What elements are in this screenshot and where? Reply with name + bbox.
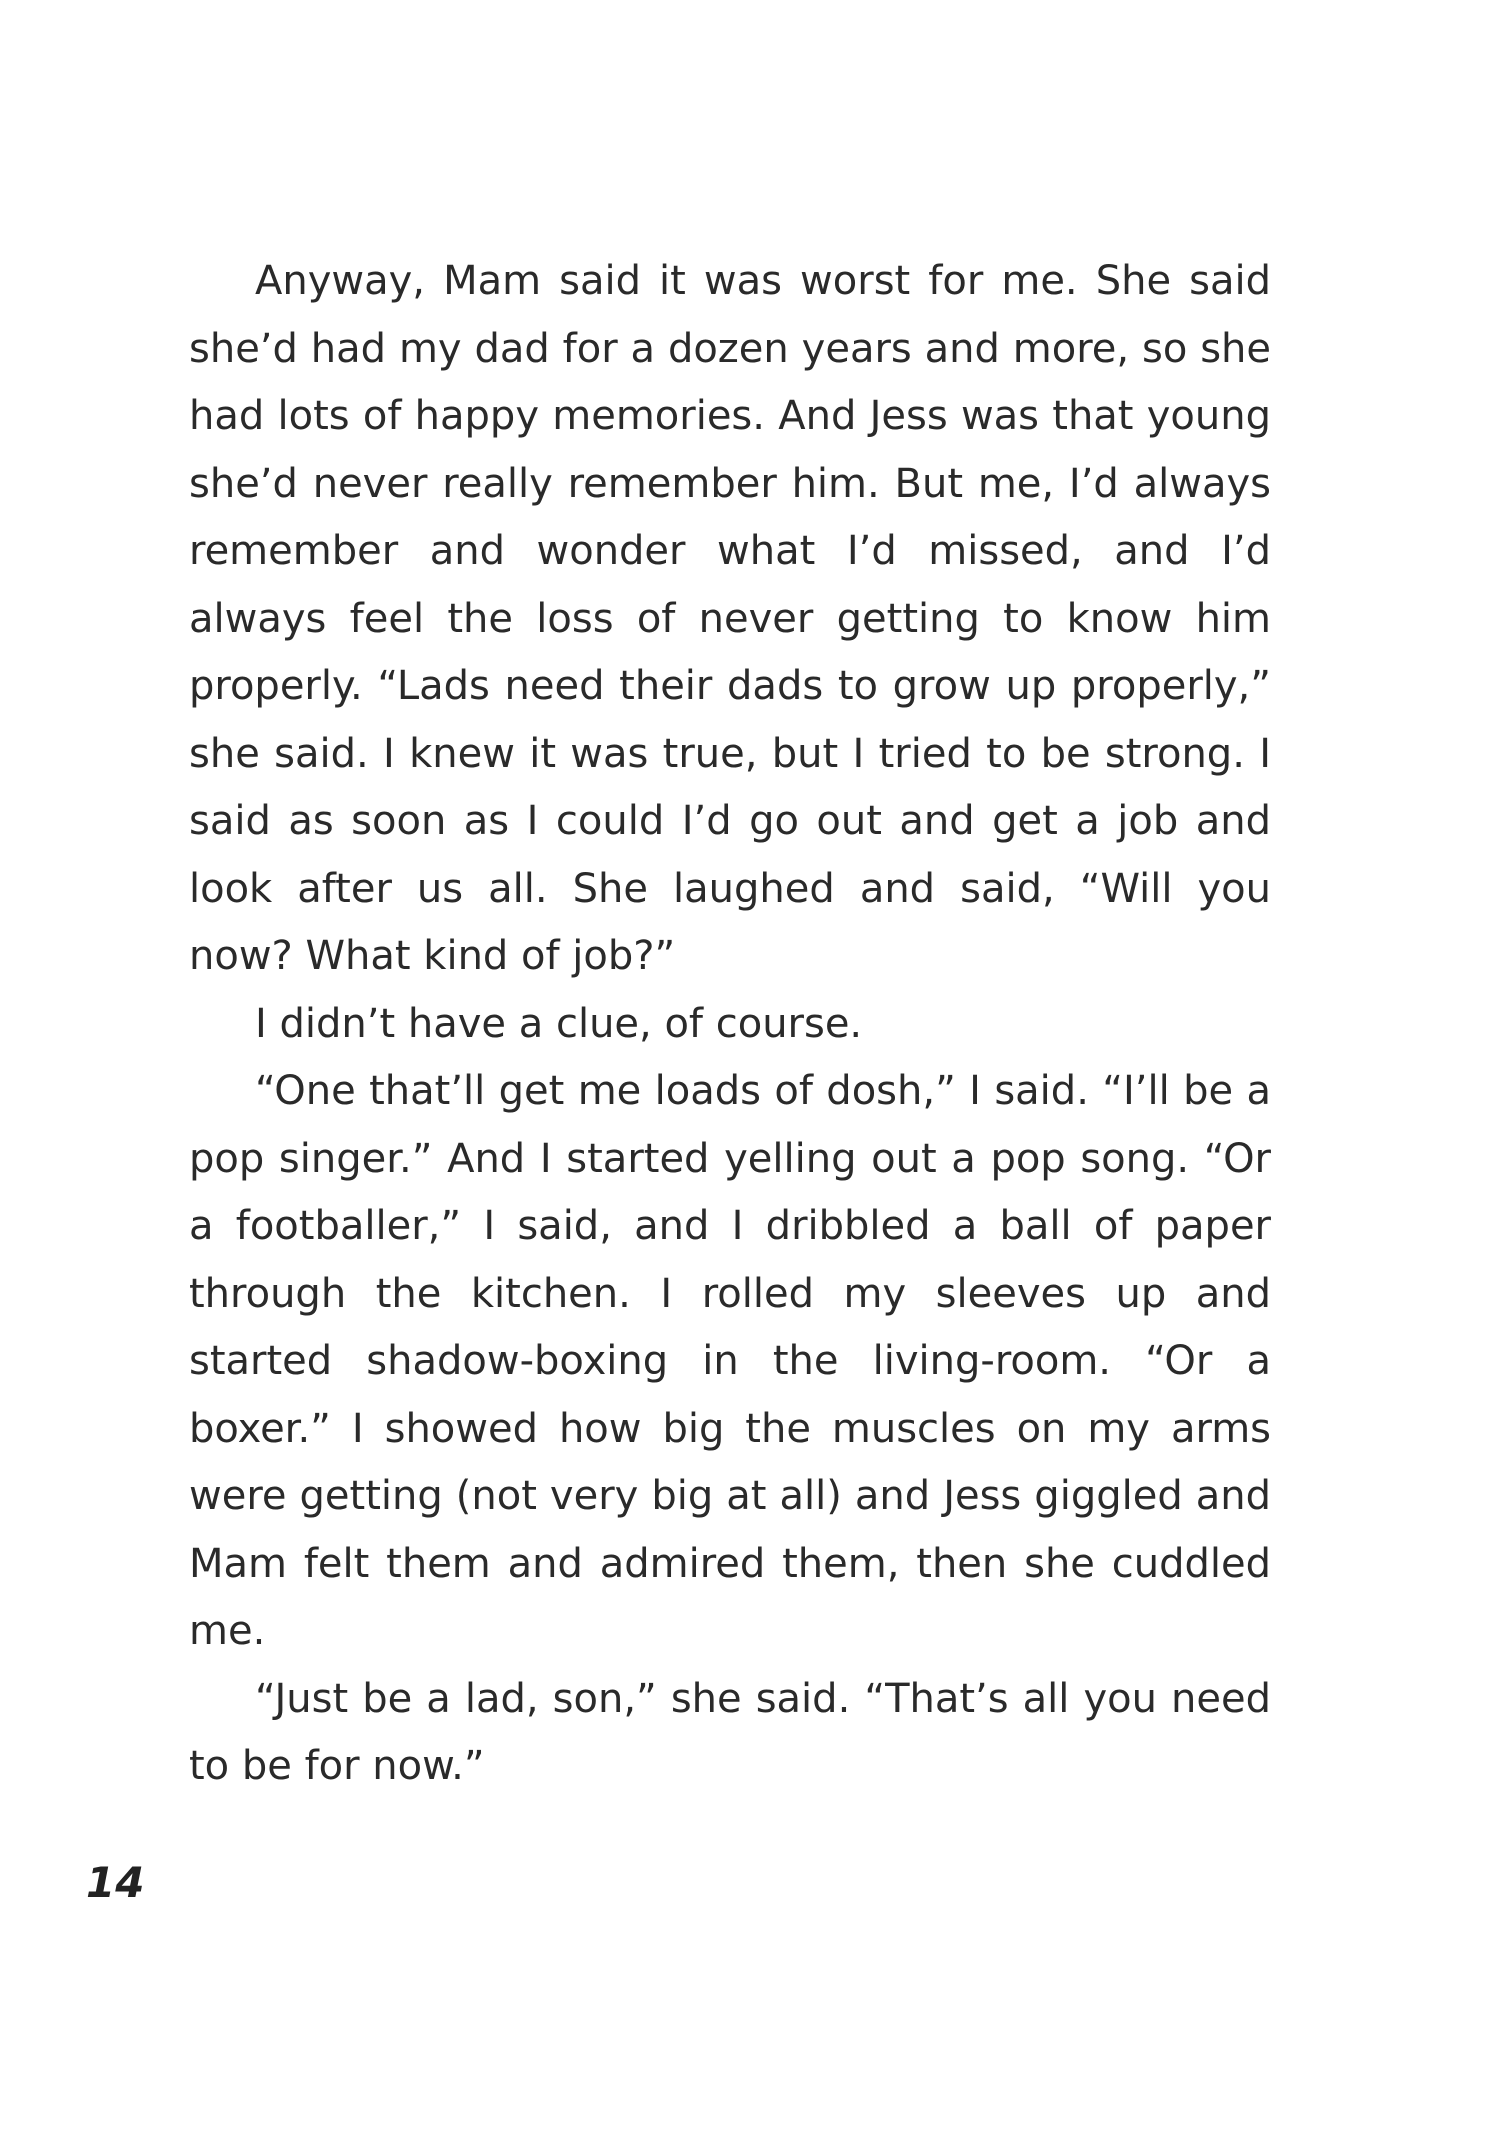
paragraph: “Just be a lad, son,” she said. “That’s all you need to be for now.” — [189, 1675, 1271, 1789]
body-text — [189, 248, 1271, 1801]
page-number: 14 — [86, 1858, 145, 1907]
paragraph: I didn’t have a clue, of course. — [255, 1000, 863, 1047]
paragraph: “One that’ll get me loads of dosh,” I said. “I’ll be a pop singer.” And I started yelling out a pop song. “Or a footballer,” I said, and I dribbled a ball of paper through the kitchen. I rolled my sleeves up and started shadow-boxing in the living-room. “Or a boxer.” I showed how big the muscles on my arms were getting (not very big at all) and Jess giggled and Mam felt them and admired them, then she cuddled me. — [189, 1068, 1271, 1654]
paragraph: Anyway, Mam said it was worst for me. She said she’d had my dad for a dozen years and more, so she had lots of happy memories. And Jess was that young she’d never really remember him. But me, I’d always remember and wonder what I’d missed, and I’d always feel the loss of never getting to know him properly. “Lads need their dads to grow up properly,” she said. I knew it was true, but I tried to be strong. I said as soon as I could I’d go out and get a job and look after us all. She laughed and said, “Will you now? What kind of job?” — [189, 258, 1271, 979]
